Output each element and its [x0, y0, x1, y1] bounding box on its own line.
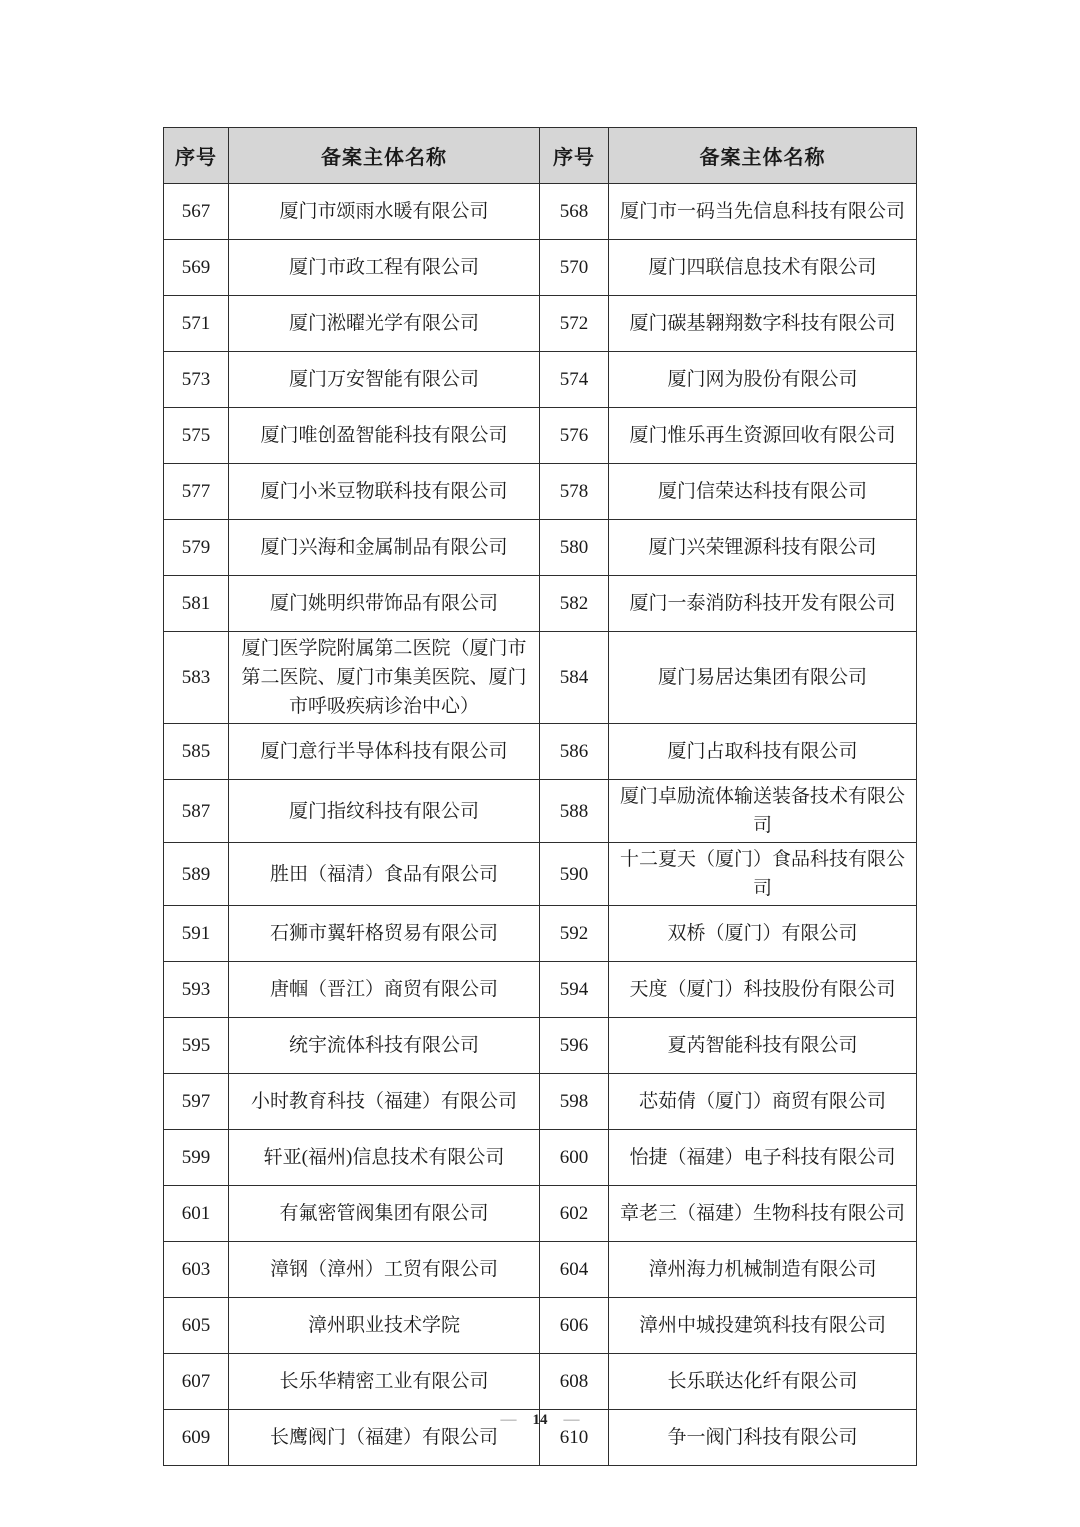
table-row	[164, 352, 917, 408]
name-cell-left: 石狮市翼轩格贸易有限公司	[229, 906, 540, 962]
serial-cell-left: 583	[164, 632, 229, 724]
name-cell-left: 厦门医学院附属第二医院（厦门市第二医院、厦门市集美医院、厦门市呼吸疾病诊治中心）	[229, 632, 540, 724]
name-cell-left: 小时教育科技（福建）有限公司	[229, 1074, 540, 1130]
name-cell-right: 厦门一泰消防科技开发有限公司	[609, 576, 917, 632]
serial-cell-right: 602	[540, 1186, 609, 1242]
serial-cell-left: 601	[164, 1186, 229, 1242]
table-row	[164, 843, 917, 906]
name-cell-left: 厦门市颂雨水暖有限公司	[229, 184, 540, 240]
serial-cell-right: 572	[540, 296, 609, 352]
name-cell-right: 厦门占取科技有限公司	[609, 724, 917, 780]
serial-cell-right: 600	[540, 1130, 609, 1186]
name-cell-left: 厦门指纹科技有限公司	[229, 780, 540, 843]
serial-cell-left: 599	[164, 1130, 229, 1186]
name-cell-left: 漳州职业技术学院	[229, 1298, 540, 1354]
serial-cell-left: 571	[164, 296, 229, 352]
name-cell-left: 轩亚(福州)信息技术有限公司	[229, 1130, 540, 1186]
table-row	[164, 1354, 917, 1410]
name-cell-right: 厦门卓励流体输送装备技术有限公司	[609, 780, 917, 843]
name-cell-right: 厦门信荣达科技有限公司	[609, 464, 917, 520]
name-cell-right: 争一阀门科技有限公司	[609, 1410, 917, 1466]
serial-cell-left: 573	[164, 352, 229, 408]
serial-cell-right: 610	[540, 1410, 609, 1466]
serial-cell-right: 596	[540, 1018, 609, 1074]
serial-cell-left: 585	[164, 724, 229, 780]
name-cell-left: 胜田（福清）食品有限公司	[229, 843, 540, 906]
table-row	[164, 632, 917, 724]
table-row	[164, 464, 917, 520]
serial-cell-left: 589	[164, 843, 229, 906]
table-row	[164, 1242, 917, 1298]
page-number: 14	[532, 1412, 548, 1428]
serial-cell-right: 580	[540, 520, 609, 576]
serial-cell-left: 595	[164, 1018, 229, 1074]
name-cell-left: 厦门意行半导体科技有限公司	[229, 724, 540, 780]
name-cell-left: 厦门姚明织带饰品有限公司	[229, 576, 540, 632]
name-cell-left: 漳钢（漳州）工贸有限公司	[229, 1242, 540, 1298]
serial-cell-right: 578	[540, 464, 609, 520]
serial-cell-left: 593	[164, 962, 229, 1018]
name-cell-left: 长鹰阀门（福建）有限公司	[229, 1410, 540, 1466]
table-row	[164, 1298, 917, 1354]
serial-cell-right: 592	[540, 906, 609, 962]
name-cell-right: 厦门网为股份有限公司	[609, 352, 917, 408]
serial-cell-left: 581	[164, 576, 229, 632]
serial-cell-right: 594	[540, 962, 609, 1018]
serial-cell-right: 568	[540, 184, 609, 240]
company-table	[163, 127, 917, 1466]
name-cell-right: 夏芮智能科技有限公司	[609, 1018, 917, 1074]
table-row	[164, 408, 917, 464]
name-cell-left: 厦门万安智能有限公司	[229, 352, 540, 408]
name-cell-right: 漳州中城投建筑科技有限公司	[609, 1298, 917, 1354]
serial-cell-left: 607	[164, 1354, 229, 1410]
name-cell-right: 厦门四联信息技术有限公司	[609, 240, 917, 296]
table-row	[164, 240, 917, 296]
serial-cell-right: 570	[540, 240, 609, 296]
name-cell-left: 厦门市政工程有限公司	[229, 240, 540, 296]
serial-cell-right: 590	[540, 843, 609, 906]
name-cell-left: 有氟密管阀集团有限公司	[229, 1186, 540, 1242]
name-cell-right: 厦门易居达集团有限公司	[609, 632, 917, 724]
name-cell-left: 厦门唯创盈智能科技有限公司	[229, 408, 540, 464]
table-row	[164, 1186, 917, 1242]
name-cell-right: 厦门兴荣锂源科技有限公司	[609, 520, 917, 576]
serial-cell-left: 597	[164, 1074, 229, 1130]
name-cell-left: 厦门小米豆物联科技有限公司	[229, 464, 540, 520]
name-cell-right: 厦门惟乐再生资源回收有限公司	[609, 408, 917, 464]
serial-cell-left: 569	[164, 240, 229, 296]
name-cell-left: 厦门淞曜光学有限公司	[229, 296, 540, 352]
footer-dash-right: —	[563, 1411, 580, 1428]
name-cell-right: 长乐联达化纤有限公司	[609, 1354, 917, 1410]
name-cell-right: 双桥（厦门）有限公司	[609, 906, 917, 962]
serial-cell-left: 575	[164, 408, 229, 464]
header-serial-left: 序号	[164, 128, 229, 184]
serial-cell-right: 574	[540, 352, 609, 408]
table-header-row	[164, 128, 917, 184]
page-footer	[0, 1411, 1080, 1429]
name-cell-right: 厦门碳基翱翔数字科技有限公司	[609, 296, 917, 352]
name-cell-right: 芯茹倩（厦门）商贸有限公司	[609, 1074, 917, 1130]
table-row	[164, 184, 917, 240]
name-cell-left: 长乐华精密工业有限公司	[229, 1354, 540, 1410]
header-serial-right: 序号	[540, 128, 609, 184]
serial-cell-left: 609	[164, 1410, 229, 1466]
header-name-left: 备案主体名称	[229, 128, 540, 184]
serial-cell-left: 603	[164, 1242, 229, 1298]
serial-cell-left: 579	[164, 520, 229, 576]
serial-cell-left: 591	[164, 906, 229, 962]
serial-cell-right: 608	[540, 1354, 609, 1410]
table-row	[164, 1074, 917, 1130]
table-row	[164, 520, 917, 576]
name-cell-right: 天度（厦门）科技股份有限公司	[609, 962, 917, 1018]
serial-cell-right: 586	[540, 724, 609, 780]
serial-cell-left: 567	[164, 184, 229, 240]
serial-cell-left: 577	[164, 464, 229, 520]
serial-cell-right: 598	[540, 1074, 609, 1130]
footer-dash-left: —	[500, 1411, 517, 1428]
name-cell-left: 统宇流体科技有限公司	[229, 1018, 540, 1074]
table-row	[164, 724, 917, 780]
table-row	[164, 1018, 917, 1074]
table-row	[164, 1130, 917, 1186]
serial-cell-right: 582	[540, 576, 609, 632]
serial-cell-right: 576	[540, 408, 609, 464]
table-row	[164, 780, 917, 843]
name-cell-right: 章老三（福建）生物科技有限公司	[609, 1186, 917, 1242]
table-row	[164, 906, 917, 962]
name-cell-right: 怡捷（福建）电子科技有限公司	[609, 1130, 917, 1186]
name-cell-right: 漳州海力机械制造有限公司	[609, 1242, 917, 1298]
name-cell-left: 唐帼（晋江）商贸有限公司	[229, 962, 540, 1018]
table-row	[164, 296, 917, 352]
table-row	[164, 962, 917, 1018]
serial-cell-left: 587	[164, 780, 229, 843]
name-cell-left: 厦门兴海和金属制品有限公司	[229, 520, 540, 576]
serial-cell-right: 604	[540, 1242, 609, 1298]
table-row	[164, 576, 917, 632]
serial-cell-right: 606	[540, 1298, 609, 1354]
serial-cell-right: 584	[540, 632, 609, 724]
serial-cell-right: 588	[540, 780, 609, 843]
name-cell-right: 厦门市一码当先信息科技有限公司	[609, 184, 917, 240]
name-cell-right: 十二夏天（厦门）食品科技有限公司	[609, 843, 917, 906]
header-name-right: 备案主体名称	[609, 128, 917, 184]
serial-cell-left: 605	[164, 1298, 229, 1354]
